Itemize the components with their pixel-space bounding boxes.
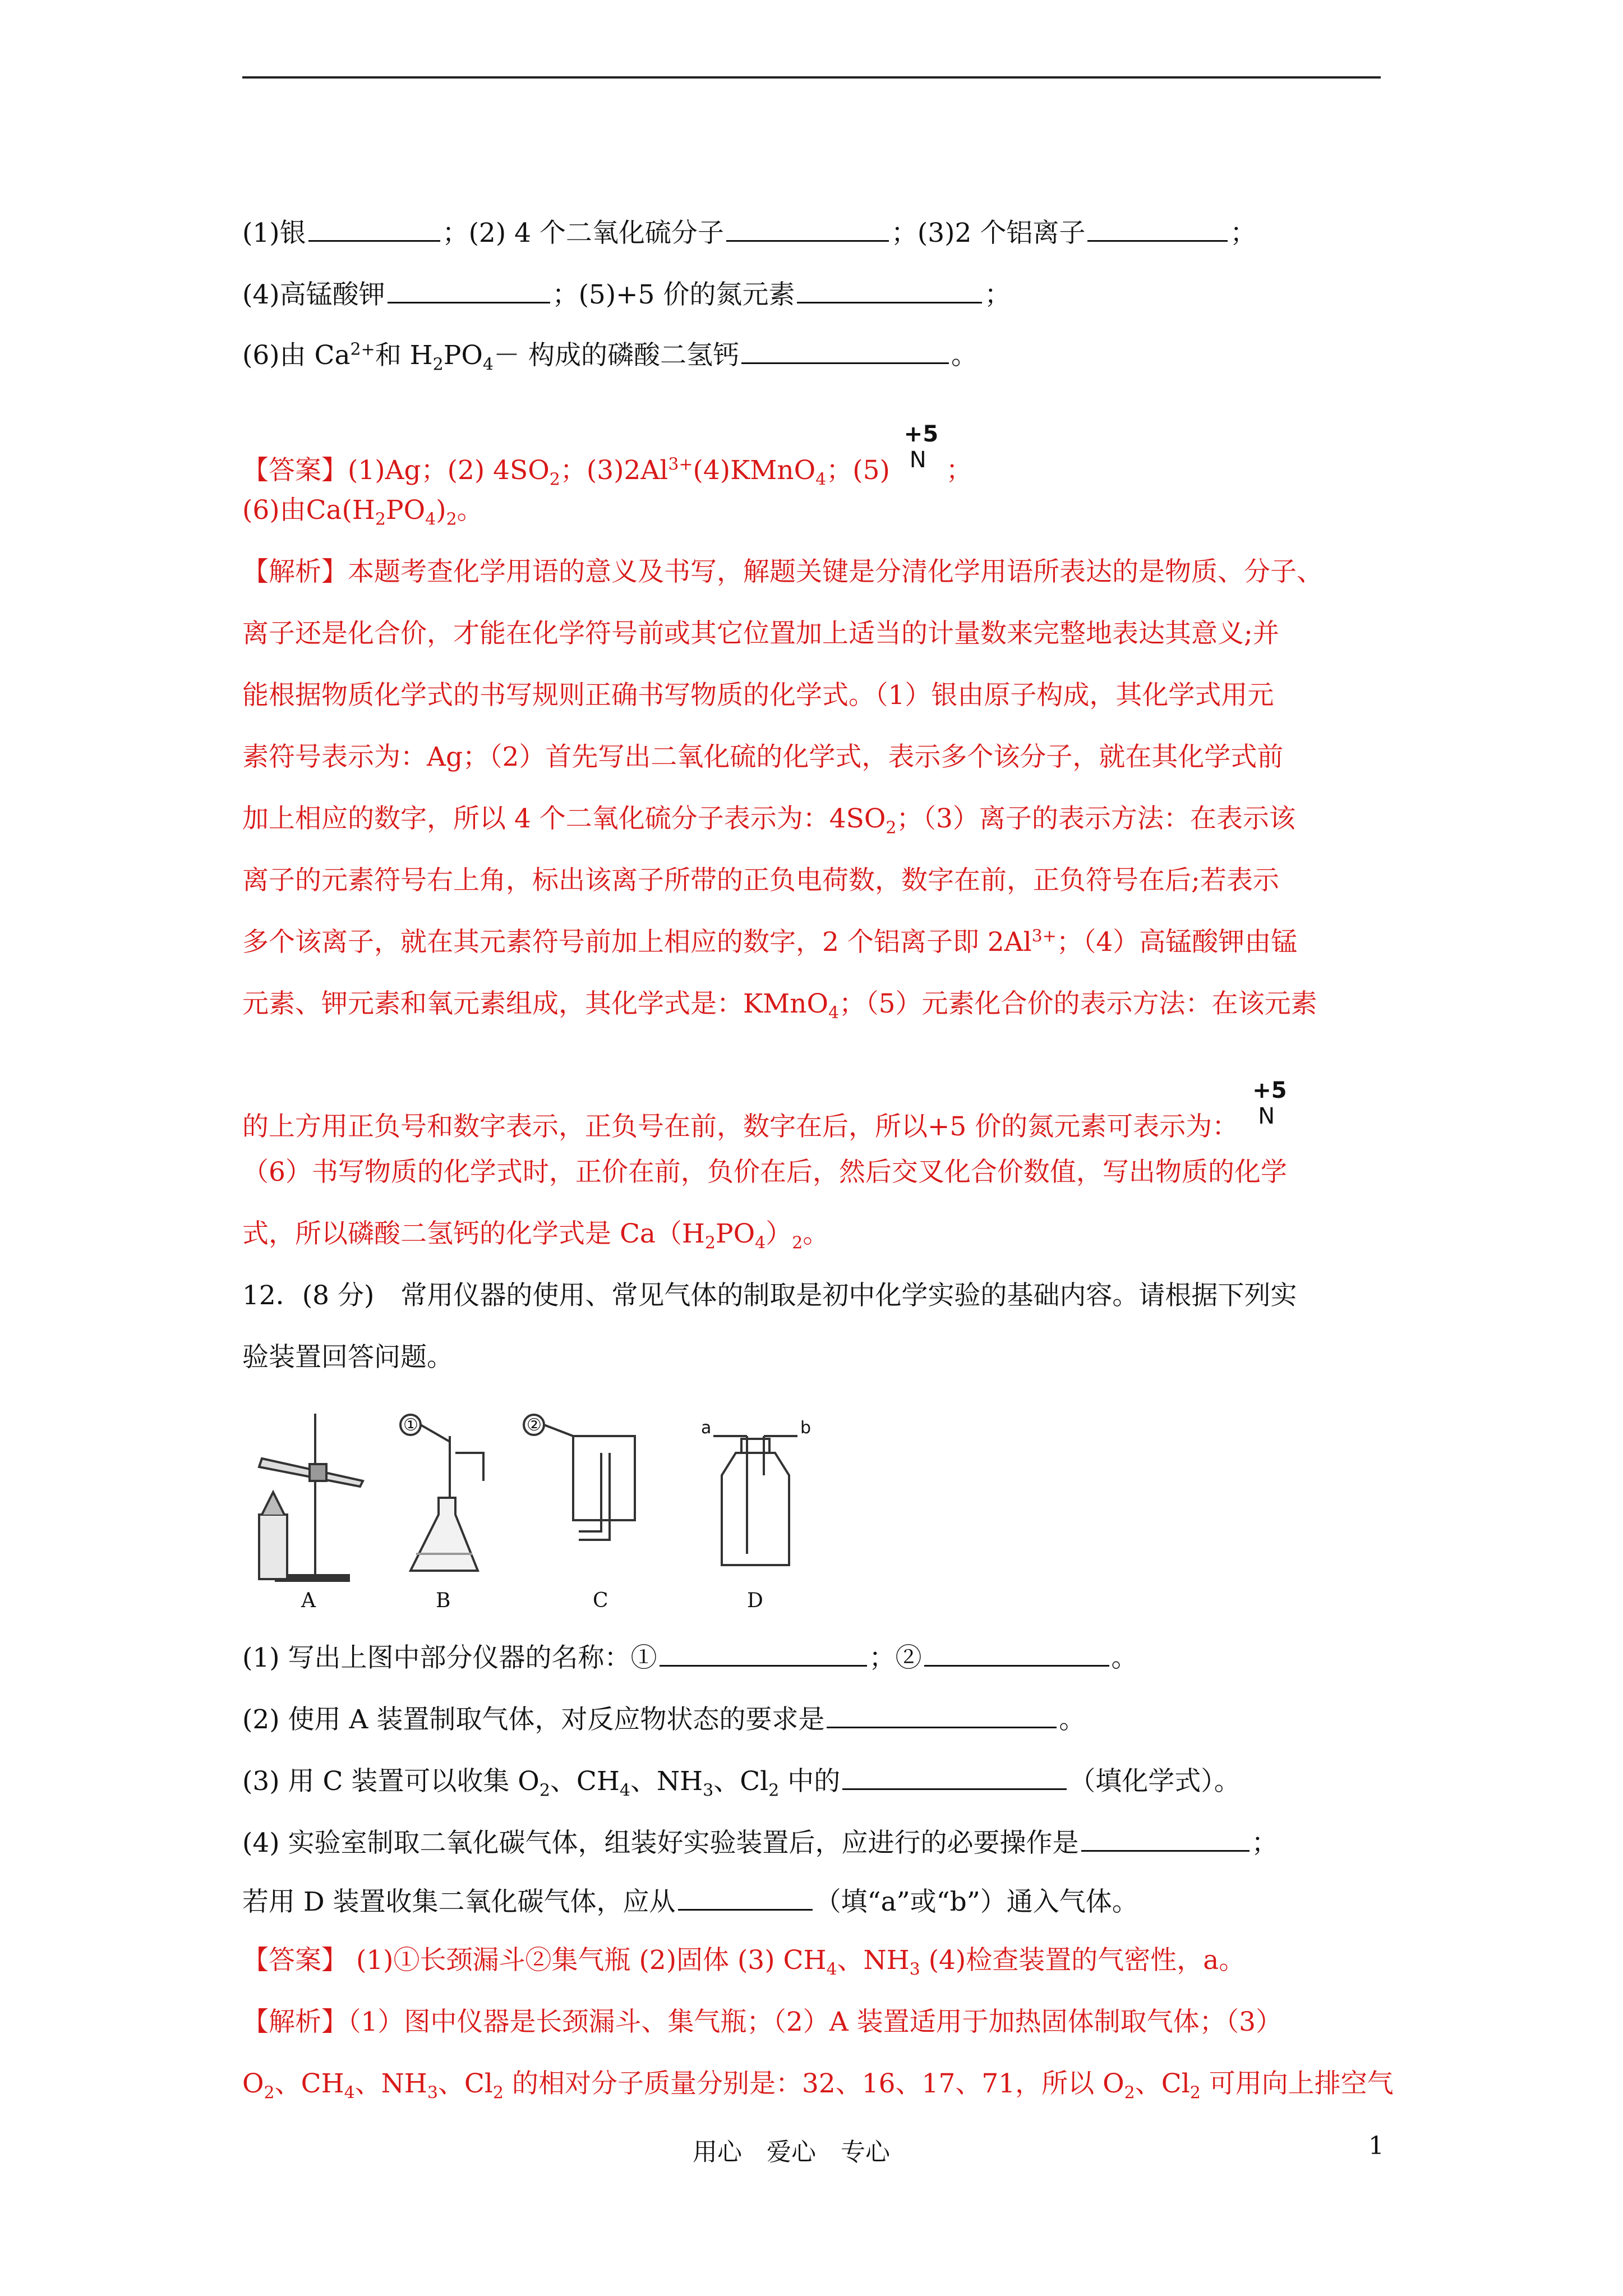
q12-sub-4-cont: 若用 D 装置收集二氧化碳气体，应从 （填“a”或“b”）通入气体。: [242, 1882, 1138, 1919]
answer-blank: [308, 213, 440, 242]
q11-explanation-line: 素符号表示为：Ag；（2）首先写出二氧化硫的化学式，表示多个该分子，就在其化学式前: [242, 742, 1284, 772]
q11-explanation-line: 式，所以磷酸二氢钙的化学式是 $Ca(H_2PO_4)_2$。: [242, 1218, 829, 1253]
figure-mark: a: [701, 1418, 712, 1438]
answer-blank: [726, 213, 889, 242]
q11-explanation-line: 元素、钾元素和氧元素组成，其化学式是：KMnO$_4$；（5）元素化合价的表示方法：在该元素: [242, 988, 1317, 1023]
q12-sub-1: (1) 写出上图中部分仪器的名称：① ；② 。: [242, 1638, 1138, 1675]
q11-explanation-line: 能根据物质化学式的书写规则正确书写物质的化学式。（1）银由原子构成，其化学式用元: [242, 680, 1274, 711]
q11-answer-line-2: (6)由$Ca(H_2PO_4)_2$。: [242, 495, 483, 530]
q12-intro-line: 验装置回答问题。: [242, 1342, 453, 1373]
q12-explanation-line: 【解析】（1）图中仪器是长颈漏斗、集气瓶；（2）A 装置适用于加热固体制取气体；（3）: [242, 2007, 1283, 2037]
figure-label: A: [301, 1589, 316, 1612]
q11-line-1: (1)银 ；(2) 4 个二氧化硫分子 ；(3)2 个铝离子 ；: [242, 213, 1256, 250]
q12-intro-line: 12．(8 分) 常用仪器的使用、常见气体的制取是初中化学实验的基础内容。请根据下列实: [242, 1280, 1297, 1311]
figure-label: C: [593, 1589, 608, 1612]
q12-sub-2: (2) 使用 A 装置制取气体，对反应物状态的要求是 。: [242, 1700, 1085, 1737]
q11-explanation-line: 离子还是化合价，才能在化学符号前或其它位置加上适当的计量数来完整地表达其意义;并: [242, 618, 1279, 649]
q11-explanation-line: 【解析】本题考查化学用语的意义及书写，解题关键是分清化学用语所表达的是物质、分子、: [242, 556, 1323, 587]
answer-blank: [797, 275, 982, 303]
q11-explanation-line: 多个该离子，就在其元素符号前加上相应的数字，2 个铝离子即 $2Al^{3+}$；（4）高锰酸钾由锰: [242, 926, 1298, 958]
q11-explanation-line: 加上相应的数字，所以 4 个二氧化硫分子表示为：$4SO_2$；（3）离子的表示方法：在表示该: [242, 803, 1295, 838]
figure-mark: ①: [403, 1415, 418, 1435]
valence-notation: +5 N: [903, 421, 939, 473]
answer-blank: [827, 1700, 1057, 1728]
figure-label: D: [747, 1589, 763, 1612]
q12-sub-3: (3) 用 C 装置可以收集 $O_2$、$CH_4$、$NH_3$、$Cl_2$ 中的 （填化学式）。: [242, 1761, 1241, 1798]
q11-explanation-line: （6）书写物质的化学式时，正价在前，负价在后，然后交叉化合价数值，写出物质的化学: [242, 1157, 1287, 1188]
answer-blank: [741, 335, 949, 364]
answer-blank: [1087, 213, 1228, 242]
valence-notation: +5 N: [1252, 1078, 1287, 1129]
figure-label: B: [436, 1589, 451, 1612]
apparatus-d: [713, 1436, 797, 1565]
q12-sub-4: (4) 实验室制取二氧化碳气体，组装好实验装置后，应进行的必要操作是 ；: [242, 1823, 1278, 1860]
figure-mark: ②: [527, 1415, 542, 1435]
answer-blank: [388, 275, 550, 303]
page-number: 1: [1368, 2132, 1384, 2160]
q11-line-3: (6)由 $Ca^{2+}$和 $H_2PO_4-$ 构成的磷酸二氢钙 。: [242, 335, 978, 372]
q11-explanation-line: 的上方用正负号和数字表示，正负号在前，数字在后，所以+5 价的氮元素可表示为： +5 N: [242, 1078, 1287, 1142]
answer-blank: [842, 1761, 1067, 1790]
q11-answer-line-1: 【答案】(1)Ag；(2) $4SO_2$；$(3)2Al^{3+}(4)KMnO_4$；(5) +5 N ；: [242, 421, 972, 490]
answer-blank: [924, 1638, 1109, 1667]
apparatus-figure: [242, 1402, 915, 1616]
figure-mark: b: [800, 1418, 811, 1438]
q11-explanation-line: 离子的元素符号右上角，标出该离子所带的正负电荷数，数字在前，正负符号在后;若表示: [242, 865, 1279, 896]
header-rule: [242, 76, 1381, 79]
answer-blank: [678, 1882, 813, 1911]
q11-line-2: (4)高锰酸钾 ；(5)+5 价的氮元素 ；: [242, 275, 1011, 312]
answer-blank: [1081, 1823, 1249, 1852]
apparatus-a: [259, 1414, 363, 1581]
footer-slogan: 用心 爱心 专心: [693, 2138, 890, 2166]
q12-explanation-line: $O_2$、$CH_4$、$NH_3$、$Cl_2$ 的相对分子质量分别是：32、16、17、71，所以 $O_2$、$Cl_2$ 可用向上排空气: [242, 2068, 1394, 2103]
apparatus-b: [400, 1415, 483, 1571]
answer-blank: [660, 1638, 867, 1667]
q12-answer: 【答案】 (1)①长颈漏斗②集气瓶 (2)固体 (3) $CH_4$、$NH_3$ (4)检查装置的气密性，a。: [242, 1945, 1246, 1980]
